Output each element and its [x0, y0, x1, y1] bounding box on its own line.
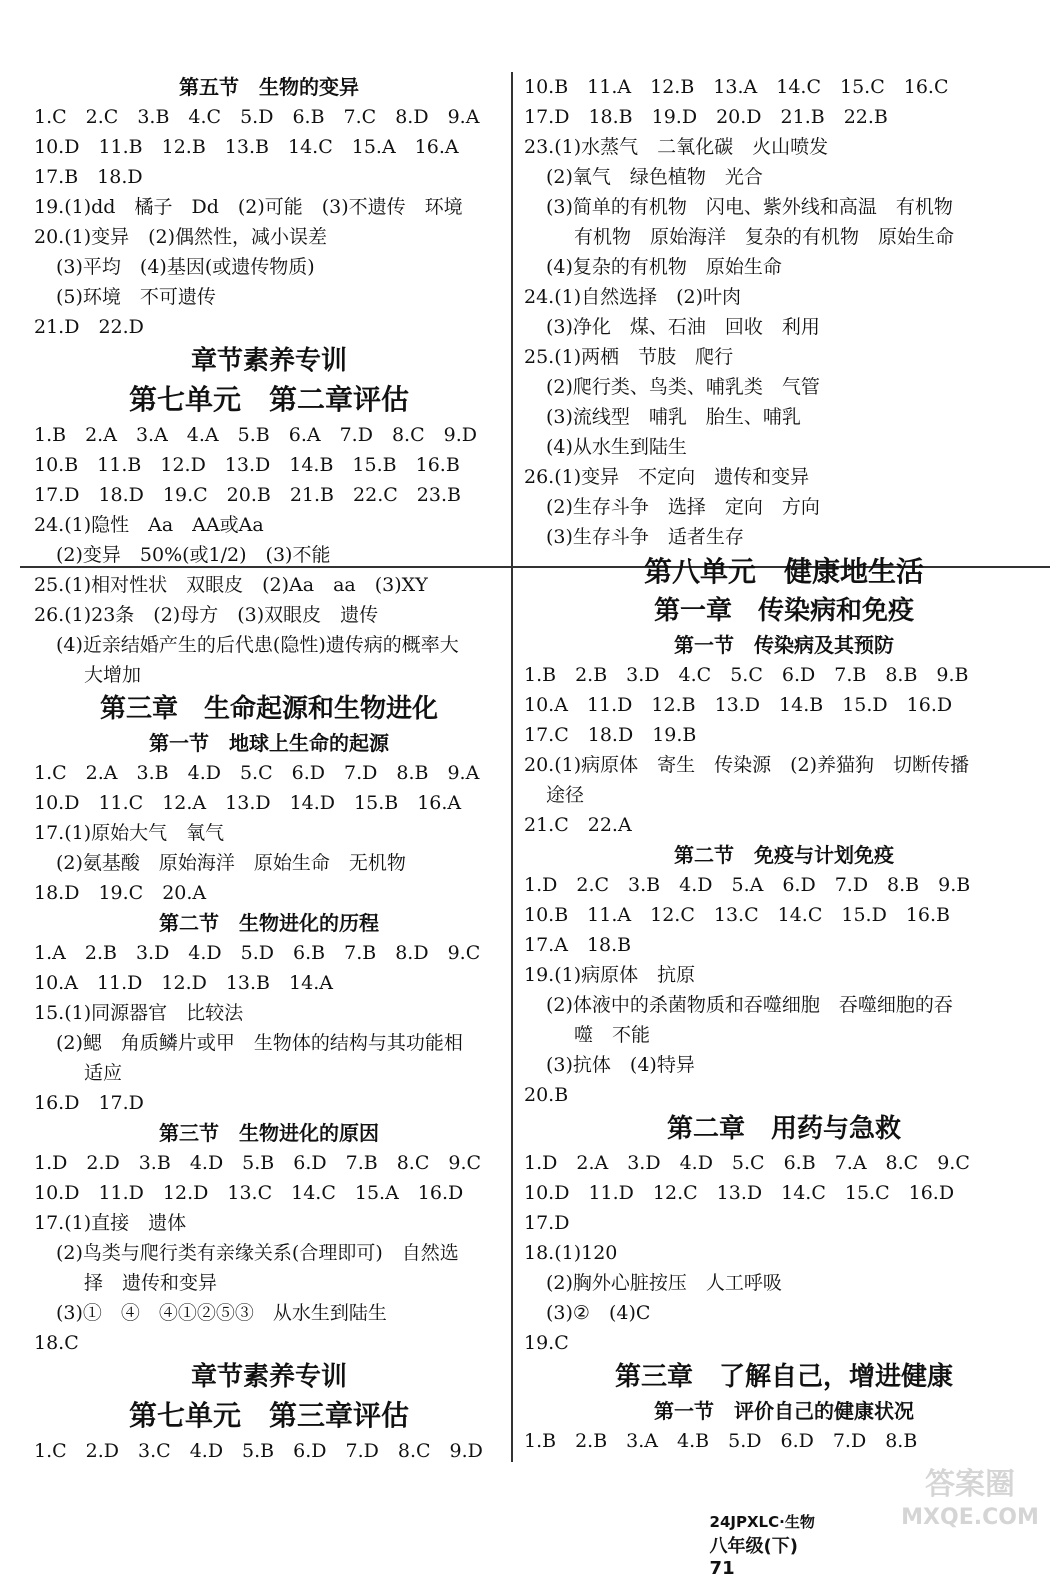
answer-line: 1.D 2.C 3.B 4.D 5.A 6.D 7.D 8.B 9.B: [524, 874, 971, 896]
answer-line: 1.D 2.A 3.D 4.D 5.C 6.B 7.A 8.C 9.C: [524, 1152, 970, 1174]
answer-line: 1.C 2.A 3.B 4.D 5.C 6.D 7.D 8.B 9.A: [34, 762, 480, 784]
left-column: [34, 72, 504, 1466]
answer-line: 择 遗传和变异: [84, 1272, 218, 1294]
unit-heading: 第八单元 健康地生活: [643, 555, 924, 588]
answer-line: 17.D: [524, 1212, 570, 1234]
answer-line: 10.D 11.B 12.B 13.B 14.C 15.A 16.A: [34, 136, 459, 158]
answer-line: (3)平均 (4)基因(或遗传物质): [56, 256, 315, 278]
answer-line: 18.C: [34, 1332, 79, 1354]
answer-line: (2)生存斗争 选择 定向 方向: [546, 496, 820, 518]
answer-line: 26.(1)23条 (2)母方 (3)双眼皮 遗传: [34, 604, 379, 626]
unit-heading: 第七单元 第二章评估: [128, 383, 409, 416]
answer-line: (2)体液中的杀菌物质和吞噬细胞 吞噬细胞的吞: [546, 994, 953, 1016]
section-heading: 第五节 生物的变异: [179, 75, 359, 99]
chapter-heading: 第三章 生命起源和生物进化: [99, 694, 438, 724]
answer-line: 大增加: [84, 664, 142, 686]
answer-line: 25.(1)两栖 节肢 爬行: [524, 346, 734, 368]
answer-line: 10.A 11.D 12.D 13.B 14.A: [34, 972, 333, 994]
answer-line: 1.B 2.B 3.D 4.C 5.C 6.D 7.B 8.B 9.B: [524, 664, 969, 686]
answer-line: 噬 不能: [574, 1024, 651, 1046]
answer-line: 1.C 2.C 3.B 4.C 5.D 6.B 7.C 8.D 9.A: [34, 106, 480, 128]
answer-line: 18.D 19.C 20.A: [34, 882, 207, 904]
answer-line: 19.(1)dd 橘子 Dd (2)可能 (3)不遗传 环境: [34, 196, 463, 218]
answer-line: 1.B 2.A 3.A 4.A 5.B 6.A 7.D 8.C 9.D: [34, 424, 477, 446]
answer-line: 10.B 11.B 12.D 13.D 14.B 15.B 16.B: [34, 454, 460, 476]
answer-line: 24.(1)自然选择 (2)叶肉: [524, 286, 742, 308]
answer-line: 17.A 18.B: [524, 934, 632, 956]
page-number: 71: [709, 1558, 735, 1579]
column-divider: [511, 72, 513, 1462]
answer-line: (2)氧气 绿色植物 光合: [546, 166, 763, 188]
chapter-heading: 章节素养专训: [190, 1362, 347, 1392]
answer-line: 17.(1)原始大气 氧气: [34, 822, 225, 844]
answer-line: (3)净化 煤、石油 回收 利用: [546, 316, 820, 338]
answer-line: (4)复杂的有机物 原始生命: [546, 256, 782, 278]
answer-line: 10.B 11.A 12.C 13.C 14.C 15.D 16.B: [524, 904, 951, 926]
right-column: [524, 72, 1044, 1456]
answer-line: (4)从水生到陆生: [546, 436, 687, 458]
footer-grade: 八年级(下): [709, 1536, 798, 1557]
answer-line: 26.(1)变异 不定向 遗传和变异: [524, 466, 810, 488]
section-heading: 第三节 生物进化的原因: [159, 1121, 379, 1145]
answer-line: 19.C: [524, 1332, 569, 1354]
answer-line: 10.D 11.C 12.A 13.D 14.D 15.B 16.A: [34, 792, 462, 814]
section-heading: 第二节 生物进化的历程: [159, 911, 379, 935]
answer-line: (3)抗体 (4)特异: [546, 1054, 695, 1076]
answer-line: 18.(1)120: [524, 1242, 618, 1264]
section-heading: 第一节 评价自己的健康状况: [654, 1399, 914, 1423]
answer-line: 20.(1)病原体 寄生 传染源 (2)养猫狗 切断传播: [524, 754, 970, 776]
answer-line: 10.B 11.A 12.B 13.A 14.C 15.C 16.C: [524, 76, 949, 98]
answer-line: (3)简单的有机物 闪电、紫外线和高温 有机物: [546, 196, 953, 218]
watermark-text: 答案圈: [925, 1467, 1015, 1502]
section-heading: 第一节 传染病及其预防: [674, 633, 894, 657]
answer-line: (3)生存斗争 适者生存: [546, 526, 744, 548]
answer-line: (2)胸外心脏按压 人工呼吸: [546, 1272, 782, 1294]
section-heading: 第二节 免疫与计划免疫: [674, 843, 894, 867]
answer-line: 10.D 11.D 12.D 13.C 14.C 15.A 16.D: [34, 1182, 464, 1204]
answer-line: 21.C 22.A: [524, 814, 632, 836]
answer-line: 21.D 22.D: [34, 316, 144, 338]
answer-line: (3)流线型 哺乳 胎生、哺乳: [546, 406, 801, 428]
answer-line: 17.(1)直接 遗体: [34, 1212, 187, 1234]
chapter-heading: 章节素养专训: [190, 346, 347, 376]
answer-line: 10.A 11.D 12.B 13.D 14.B 15.D 16.D: [524, 694, 953, 716]
answer-line: 15.(1)同源器官 比较法: [34, 1002, 244, 1024]
answer-line: 25.(1)相对性状 双眼皮 (2)Aa aa (3)XY: [34, 574, 428, 596]
answer-line: 20.B: [524, 1084, 569, 1106]
answer-line: 有机物 原始海洋 复杂的有机物 原始生命: [574, 226, 955, 248]
answer-line: (2)鸟类与爬行类有亲缘关系(合理即可) 自然选: [56, 1242, 459, 1264]
answer-line: 20.(1)变异 (2)偶然性，减小误差: [34, 226, 328, 248]
answer-line: 19.(1)病原体 抗原: [524, 964, 696, 986]
answer-line: 24.(1)隐性 Aa AA或Aa: [34, 514, 264, 536]
section-heading: 第一节 地球上生命的起源: [149, 731, 389, 755]
chapter-heading: 第一章 传染病和免疫: [653, 596, 914, 626]
answer-line: 1.C 2.D 3.C 4.D 5.B 6.D 7.D 8.C 9.D: [34, 1440, 483, 1462]
answer-line: 17.D 18.D 19.C 20.B 21.B 22.C 23.B: [34, 484, 461, 506]
chapter-heading: 第二章 用药与急救: [666, 1114, 901, 1144]
answer-line: (2)氨基酸 原始海洋 原始生命 无机物: [56, 852, 406, 874]
watermark-logo: [890, 1460, 1050, 1532]
answer-line: 16.D 17.D: [34, 1092, 144, 1114]
answer-line: 适应: [84, 1062, 123, 1084]
answer-line: 1.A 2.B 3.D 4.D 5.D 6.B 7.B 8.D 9.C: [34, 942, 481, 964]
answer-line: 17.C 18.D 19.B: [524, 724, 697, 746]
answer-line: (3)① ④ ④①②⑤③ 从水生到陆生: [56, 1302, 387, 1324]
unit-heading: 第七单元 第三章评估: [128, 1399, 409, 1432]
page-footer: [697, 1490, 815, 1579]
watermark-url: MXQE.COM: [901, 1505, 1039, 1530]
answer-line: 1.D 2.D 3.B 4.D 5.B 6.D 7.B 8.C 9.C: [34, 1152, 482, 1174]
answer-line: 1.B 2.B 3.A 4.B 5.D 6.D 7.D 8.B: [524, 1430, 918, 1452]
answer-line: 10.D 11.D 12.C 13.D 14.C 15.C 16.D: [524, 1182, 955, 1204]
chapter-heading: 第三章 了解自己，增进健康: [614, 1362, 953, 1392]
answer-line: (2)爬行类、鸟类、哺乳类 气管: [546, 376, 820, 398]
answer-line: 23.(1)水蒸气 二氧化碳 火山喷发: [524, 136, 829, 158]
answer-line: (2)变异 50%(或1/2) (3)不能: [56, 544, 331, 566]
footer-code: 24JPXLC·生物: [709, 1513, 815, 1531]
answer-line: (3)② (4)C: [546, 1302, 651, 1324]
answer-line: 途径: [546, 784, 585, 806]
answer-line: (2)鳃 角质鳞片或甲 生物体的结构与其功能相: [56, 1032, 463, 1054]
answer-line: (4)近亲结婚产生的后代患(隐性)遗传病的概率大: [56, 634, 459, 656]
answer-line: (5)环境 不可遗传: [56, 286, 216, 308]
answer-line: 17.D 18.B 19.D 20.D 21.B 22.B: [524, 106, 888, 128]
answer-line: 17.B 18.D: [34, 166, 143, 188]
